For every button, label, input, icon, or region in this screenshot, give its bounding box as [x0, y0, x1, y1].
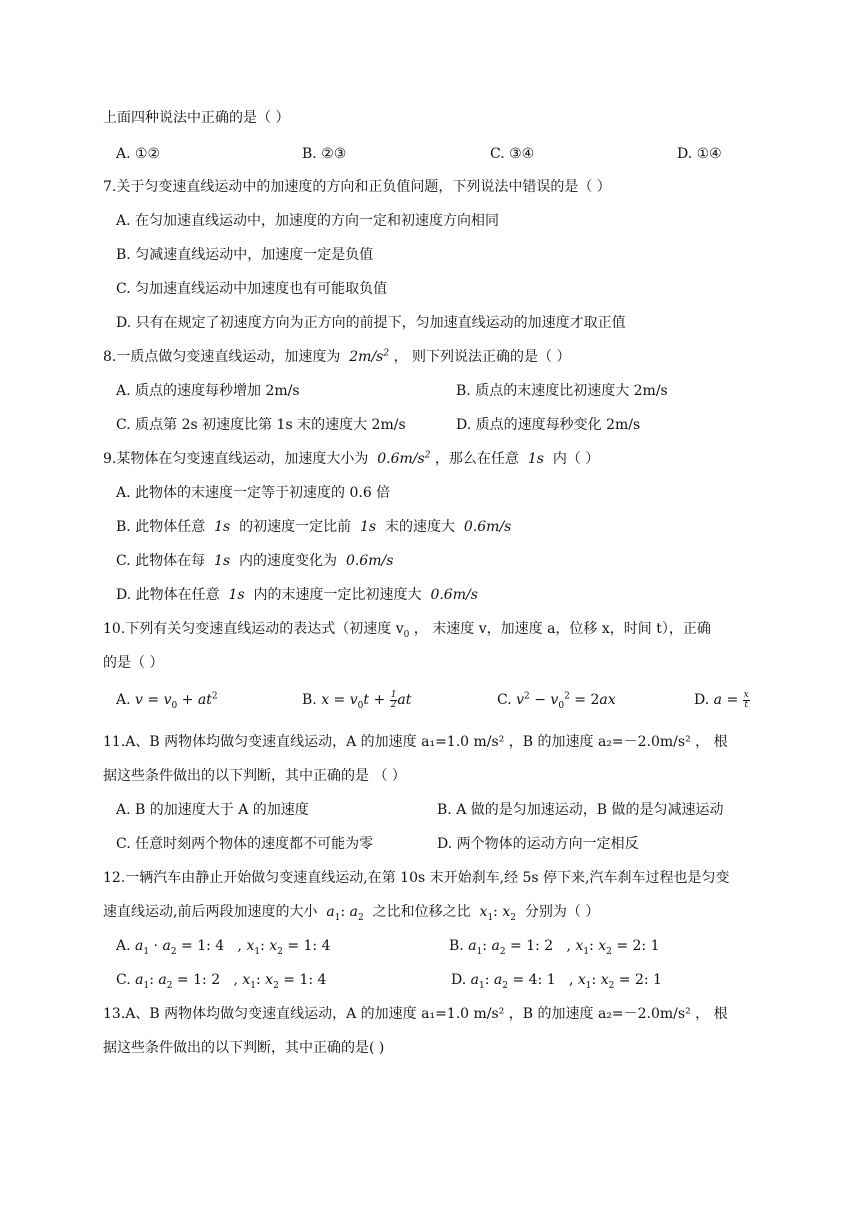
q12-option-a: A. $a_1 \cdot a_2 = 1$: 4 , $x_1$: $x_2 = 1$: 4	[116, 938, 331, 957]
q6-option-c: C. ③④	[490, 146, 535, 162]
q11-stem-line1: 11.A、B 两物体均做匀变速直线运动，A 的加速度 a₁=1.0 m/s² ，B 的加速度 a₂=－2.0m/s² ， 根	[103, 734, 728, 750]
q11-stem-line2: 据这些条件做出的以下判断，其中正确的是 （ ）	[103, 768, 406, 784]
question-intro: 上面四种说法中正确的是（ ）	[103, 110, 290, 126]
q10-option-d: D. a = $\frac{x}{t}$	[694, 689, 749, 710]
q12-option-d: D. $a_1$: $a_2 = 4$: 1 , $x_1$: $x_2 = 2$: 1	[451, 972, 662, 991]
q8-option-b: B. 质点的末速度比初速度大 2m/s	[456, 383, 668, 399]
q13-stem-line1: 13.A、B 两物体均做匀变速直线运动，A 的加速度 a₁=1.0 m/s² ，B 的加速度 a₂=－2.0m/s² ， 根	[103, 1006, 728, 1022]
q7-option-c: C. 匀加速直线运动中加速度也有可能取负值	[116, 281, 388, 297]
q11-option-d: D. 两个物体的运动方向一定相反	[437, 836, 639, 852]
q8-option-d: D. 质点的速度每秒变化 2m/s	[456, 417, 641, 433]
q12-stem-line2: 速直线运动,前后两段加速度的大小 $a_1$: $a_2$ 之比和位移之比 $x_1$: $x_2$ 分别为（ ）	[103, 904, 600, 923]
q10-stem-line2: 的是（ ）	[103, 655, 164, 671]
q12-option-c: C. $a_1$: $a_2 = 1$: 2 , $x_1$: $x_2 = 1$: 4	[116, 972, 327, 991]
q11-option-b: B. A 做的是匀加速运动，B 做的是匀减速运动	[437, 802, 724, 818]
q12-stem-line1: 12.一辆汽车由静止开始做匀变速直线运动,在第 10s 末开始刹车,经 5s 停下来,汽车刹车过程也是匀变	[103, 870, 730, 886]
q7-option-d: D. 只有在规定了初速度方向为正方向的前提下，匀加速直线运动的加速度才取正值	[116, 315, 626, 331]
q9-option-c: C. 此物体在每 1s 内的速度变化为 0.6m/s	[116, 553, 394, 569]
q9-option-b: B. 此物体任意 1s 的初速度一定比前 1s 末的速度大 0.6m/s	[116, 519, 512, 535]
q10-option-a: A. $v = v_0 + at^2$	[116, 691, 218, 711]
q11-option-a: A. B 的加速度大于 A 的加速度	[116, 802, 309, 818]
q9-stem: 9.某物体在匀变速直线运动，加速度大小为 $0.6m/s^2$ ，那么在任意 1s 内（ ）	[103, 450, 600, 467]
q9-acceleration: $0.6m/s^2$	[377, 450, 431, 467]
q7-option-b: B. 匀减速直线运动中，加速度一定是负值	[116, 247, 374, 263]
q9-option-a: A. 此物体的末速度一定等于初速度的 0.6 倍	[116, 485, 391, 501]
q13-stem-line2: 据这些条件做出的以下判断，其中正确的是( )	[103, 1040, 385, 1056]
q9-option-d: D. 此物体在任意 1s 内的末速度一定比初速度大 0.6m/s	[116, 587, 478, 603]
q7-option-a: A. 在匀加速直线运动中，加速度的方向一定和初速度方向相同	[116, 213, 500, 229]
q6-option-d: D. ①④	[677, 146, 722, 162]
q10-option-c: C. $v^2 - v_0^2 = 2ax$	[497, 691, 616, 711]
q10-option-b: B. $x = v_0t$ + $\frac{1}{2}$ at	[302, 689, 412, 711]
q12-option-b: B. $a_1$: $a_2 = 1$: 2 , $x_1$: $x_2 = 2$: 1	[449, 938, 660, 957]
q10-stem-line1: 10.下列有关匀变速直线运动的表达式（初速度 $v_0$ ， 末速度 v，加速度 a，位移 x，时间 t），正确	[103, 621, 711, 640]
q11-option-c: C. 任意时刻两个物体的速度都不可能为零	[116, 836, 374, 852]
q6-option-a: A. ①②	[116, 146, 161, 162]
q8-option-a: A. 质点的速度每秒增加 2m/s	[116, 383, 300, 399]
q7-stem: 7.关于匀变速直线运动中的加速度的方向和正负值问题，下列说法中错误的是（ ）	[103, 179, 611, 195]
q8-stem: 8.一质点做匀变速直线运动，加速度为 $2m/s^2$ ， 则下列说法正确的是（ ）	[103, 348, 571, 365]
q6-option-b: B. ②③	[302, 146, 347, 162]
q8-acceleration: $2m/s^2$	[349, 348, 390, 365]
q8-option-c: C. 质点第 2s 初速度比第 1s 末的速度大 2m/s	[116, 417, 406, 433]
